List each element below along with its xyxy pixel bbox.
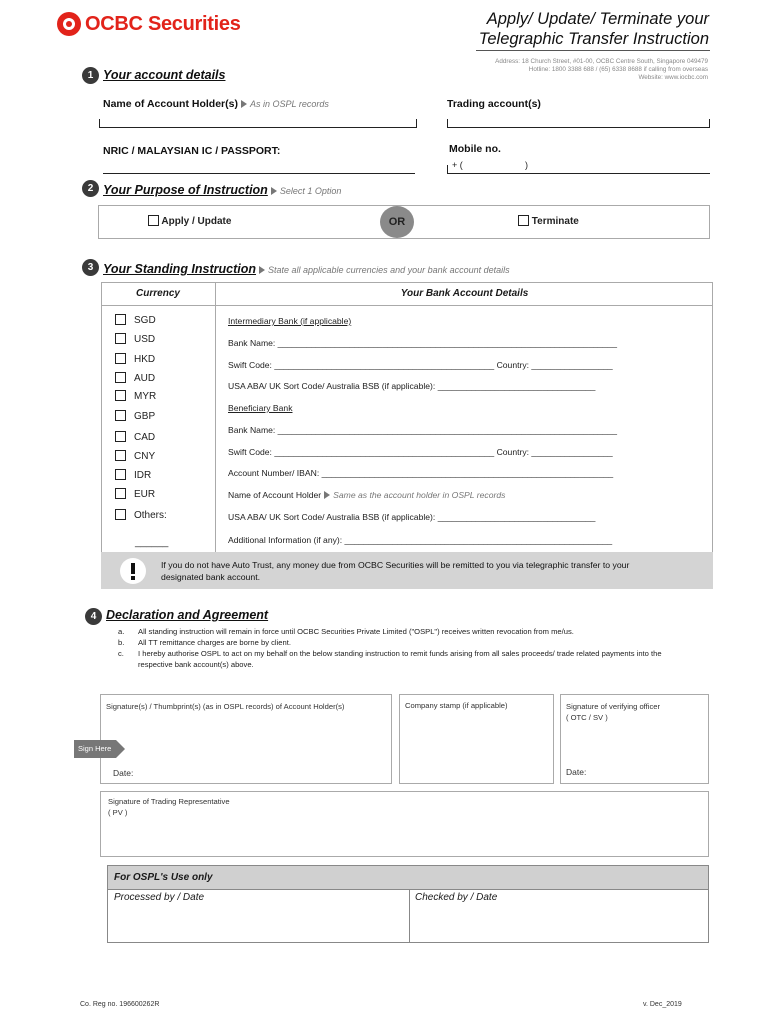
account-holder-name-label bbox=[103, 98, 329, 110]
form-version: v. Dec_2019 bbox=[643, 1001, 682, 1008]
mobile-field[interactable] bbox=[447, 165, 710, 174]
trading-rep-sub: ( PV ) bbox=[108, 808, 128, 817]
currency-row[interactable] bbox=[115, 509, 167, 521]
contact-info bbox=[495, 58, 708, 82]
name-of-account-holder-row bbox=[228, 490, 505, 500]
declaration-item-c-line-2: respective bank account(s) above. bbox=[138, 660, 254, 669]
address: Address: 18 Church Street, #01-00, OCBC Centre South, Singapore 049479 bbox=[495, 58, 708, 65]
sign-here-flag bbox=[74, 740, 126, 758]
beneficiary-bank-name-field[interactable]: Bank Name: _______________________________________________________________________ bbox=[228, 425, 618, 435]
bank-details-column-header: Your Bank Account Details bbox=[400, 288, 529, 299]
section-2-title: Your Purpose of Instruction bbox=[103, 183, 268, 197]
apply-update-checkbox[interactable] bbox=[148, 215, 159, 226]
terminate-checkbox[interactable] bbox=[518, 215, 529, 226]
name-of-account-holder-hint: Same as the account holder in OSPL records bbox=[333, 490, 506, 500]
table-header-divider bbox=[101, 305, 713, 306]
account-holder-name-hint: As in OSPL records bbox=[249, 99, 329, 109]
name-of-account-holder-label: Name of Account Holder bbox=[228, 490, 322, 500]
website: Website: www.iocbc.com bbox=[638, 74, 708, 81]
sign-here-label: Sign Here bbox=[78, 744, 112, 753]
currency-checkbox[interactable] bbox=[115, 469, 126, 480]
declaration-item-c-line-1: I hereby authorise OSPL to act on my behalf on the below standing instruction to remit funds arising from all sales proceeds/ trade related payments into the bbox=[138, 649, 662, 658]
declaration-item-b: All TT remittance charges are borne by client. bbox=[138, 638, 291, 647]
currency-row[interactable] bbox=[115, 333, 155, 345]
currency-checkbox[interactable] bbox=[115, 390, 126, 401]
declaration-marker-b: b. bbox=[118, 638, 125, 647]
currency-row[interactable] bbox=[115, 390, 156, 402]
account-holder-name-field[interactable] bbox=[99, 119, 417, 128]
brand-name: OCBC Securities bbox=[85, 12, 241, 35]
intermediary-swift-field[interactable]: Swift Code: ______________________________________________ Country: _________________ bbox=[228, 360, 613, 370]
currency-checkbox[interactable] bbox=[115, 488, 126, 499]
apply-update-label: Apply / Update bbox=[161, 216, 232, 227]
section-3-number: 3 bbox=[82, 259, 99, 276]
or-badge: OR bbox=[380, 206, 414, 238]
option-terminate[interactable] bbox=[518, 215, 579, 227]
currency-row[interactable] bbox=[115, 488, 155, 500]
section-1-title: Your account details bbox=[103, 68, 226, 82]
currency-checkbox[interactable] bbox=[115, 509, 126, 520]
currency-column-header: Currency bbox=[136, 288, 180, 299]
declaration-marker-c: c. bbox=[118, 649, 124, 658]
arrow-right-icon bbox=[271, 187, 277, 195]
currency-label: SGD bbox=[134, 315, 156, 326]
nric-label: NRIC / MALAYSIAN IC / PASSPORT: bbox=[103, 145, 281, 157]
currency-label: USD bbox=[134, 334, 156, 345]
beneficiary-bank-heading: Beneficiary Bank bbox=[228, 403, 293, 413]
title-divider bbox=[476, 50, 710, 51]
intermediary-bank-heading: Intermediary Bank (if applicable) bbox=[228, 316, 352, 326]
intermediary-bank-name-field[interactable]: Bank Name: _______________________________________________________________________ bbox=[228, 338, 618, 348]
section-2-heading bbox=[103, 181, 341, 199]
section-4-number: 4 bbox=[85, 608, 102, 625]
section-2-number: 2 bbox=[82, 180, 99, 197]
section-3-title: Your Standing Instruction bbox=[103, 262, 257, 276]
ocbc-logo bbox=[57, 12, 241, 36]
trading-rep-title: Signature of Trading Representative bbox=[108, 797, 230, 806]
currency-checkbox[interactable] bbox=[115, 372, 126, 383]
company-reg-no: Co. Reg no. 196600262R bbox=[80, 1001, 160, 1008]
declaration-item-c bbox=[138, 648, 718, 670]
trading-account-label: Trading account(s) bbox=[447, 98, 541, 110]
title-line-1: Apply/ Update/ Terminate your bbox=[486, 10, 709, 28]
trading-account-field[interactable] bbox=[447, 119, 710, 128]
currency-label: AUD bbox=[134, 373, 156, 384]
currency-label: HKD bbox=[134, 354, 156, 365]
currency-label: IDR bbox=[134, 470, 152, 481]
account-number-field[interactable]: Account Number/ IBAN: _____________________________________________________________ bbox=[228, 468, 614, 478]
title-line-2: Telegraphic Transfer Instruction bbox=[478, 30, 709, 48]
verifying-officer-label bbox=[566, 701, 660, 723]
exclamation-icon bbox=[120, 558, 146, 584]
notice-line-2: designated bank account. bbox=[161, 572, 261, 582]
account-holder-signature-label: Signature(s) / Thumbprint(s) (as in OSPL records) of Account Holder(s) bbox=[106, 702, 345, 711]
currency-checkbox[interactable] bbox=[115, 410, 126, 421]
table-column-divider bbox=[215, 282, 216, 552]
currency-checkbox[interactable] bbox=[115, 431, 126, 442]
section-3-hint: State all applicable currencies and your bank account details bbox=[268, 265, 510, 275]
declaration-item-a: All standing instruction will remain in force until OCBC Securities Private Limited ("OSPL") receives written revocation from me/us. bbox=[138, 627, 574, 636]
currency-row[interactable] bbox=[115, 353, 155, 365]
others-field[interactable]: ______ bbox=[135, 537, 169, 548]
trading-rep-label bbox=[108, 796, 230, 818]
additional-info-field[interactable]: Additional Information (if any): ________________________________________________________ bbox=[228, 535, 613, 545]
currency-checkbox[interactable] bbox=[115, 353, 126, 364]
account-holder-name-text: Name of Account Holder(s) bbox=[103, 98, 238, 110]
office-use-divider bbox=[409, 890, 410, 943]
ocbc-logo-icon bbox=[57, 12, 81, 36]
form-title bbox=[479, 9, 709, 49]
intermediary-aba-field[interactable]: USA ABA/ UK Sort Code/ Australia BSB (if applicable): _________________________________ bbox=[228, 381, 596, 391]
arrow-right-icon bbox=[259, 266, 265, 274]
verifying-officer-date-label: Date: bbox=[566, 767, 587, 777]
arrow-right-icon bbox=[241, 100, 247, 108]
currency-label: EUR bbox=[134, 489, 156, 500]
processed-by-label: Processed by / Date bbox=[114, 892, 205, 903]
currency-label: CAD bbox=[134, 432, 156, 443]
currency-row[interactable] bbox=[115, 450, 155, 462]
option-apply-update[interactable] bbox=[148, 215, 231, 227]
currency-row[interactable] bbox=[115, 314, 156, 326]
verifying-officer-sub: ( OTC / SV ) bbox=[566, 713, 608, 722]
currency-row[interactable] bbox=[115, 410, 155, 422]
section-2-hint: Select 1 Option bbox=[279, 186, 342, 196]
currency-checkbox[interactable] bbox=[115, 314, 126, 325]
currency-label: GBP bbox=[134, 411, 156, 422]
mobile-suffix: ) bbox=[525, 160, 528, 170]
currency-row[interactable] bbox=[115, 372, 155, 384]
currency-label: Others: bbox=[134, 510, 167, 521]
beneficiary-swift-field[interactable]: Swift Code: ______________________________________________ Country: _________________ bbox=[228, 447, 613, 457]
currency-label: CNY bbox=[134, 451, 156, 462]
mobile-label: Mobile no. bbox=[449, 143, 501, 155]
currency-row[interactable] bbox=[115, 431, 155, 443]
beneficiary-aba-field[interactable]: USA ABA/ UK Sort Code/ Australia BSB (if applicable): _________________________________ bbox=[228, 512, 596, 522]
arrow-right-icon bbox=[324, 491, 330, 499]
checked-by-label: Checked by / Date bbox=[415, 892, 498, 903]
mobile-prefix: + ( bbox=[452, 160, 463, 170]
currency-checkbox[interactable] bbox=[115, 333, 126, 344]
declaration-marker-a: a. bbox=[118, 627, 125, 636]
office-use-title: For OSPL's Use only bbox=[114, 872, 213, 883]
account-holder-date-label: Date: bbox=[113, 768, 134, 778]
nric-field[interactable] bbox=[103, 173, 415, 174]
section-1-number: 1 bbox=[82, 67, 99, 84]
company-stamp-label: Company stamp (if applicable) bbox=[405, 701, 508, 710]
hotline: Hotline: 1800 3388 688 / (65) 6338 8688 if calling from overseas bbox=[528, 66, 708, 73]
section-4-title: Declaration and Agreement bbox=[106, 608, 269, 622]
verifying-officer-title: Signature of verifying officer bbox=[566, 702, 660, 711]
currency-checkbox[interactable] bbox=[115, 450, 126, 461]
section-3-heading bbox=[103, 260, 510, 278]
auto-trust-notice bbox=[161, 559, 629, 583]
notice-line-1: If you do not have Auto Trust, any money due from OCBC Securities will be remitted to you via telegraphic transfer to your bbox=[161, 560, 630, 570]
currency-label: MYR bbox=[134, 391, 157, 402]
terminate-label: Terminate bbox=[531, 216, 579, 227]
currency-row[interactable] bbox=[115, 469, 151, 481]
